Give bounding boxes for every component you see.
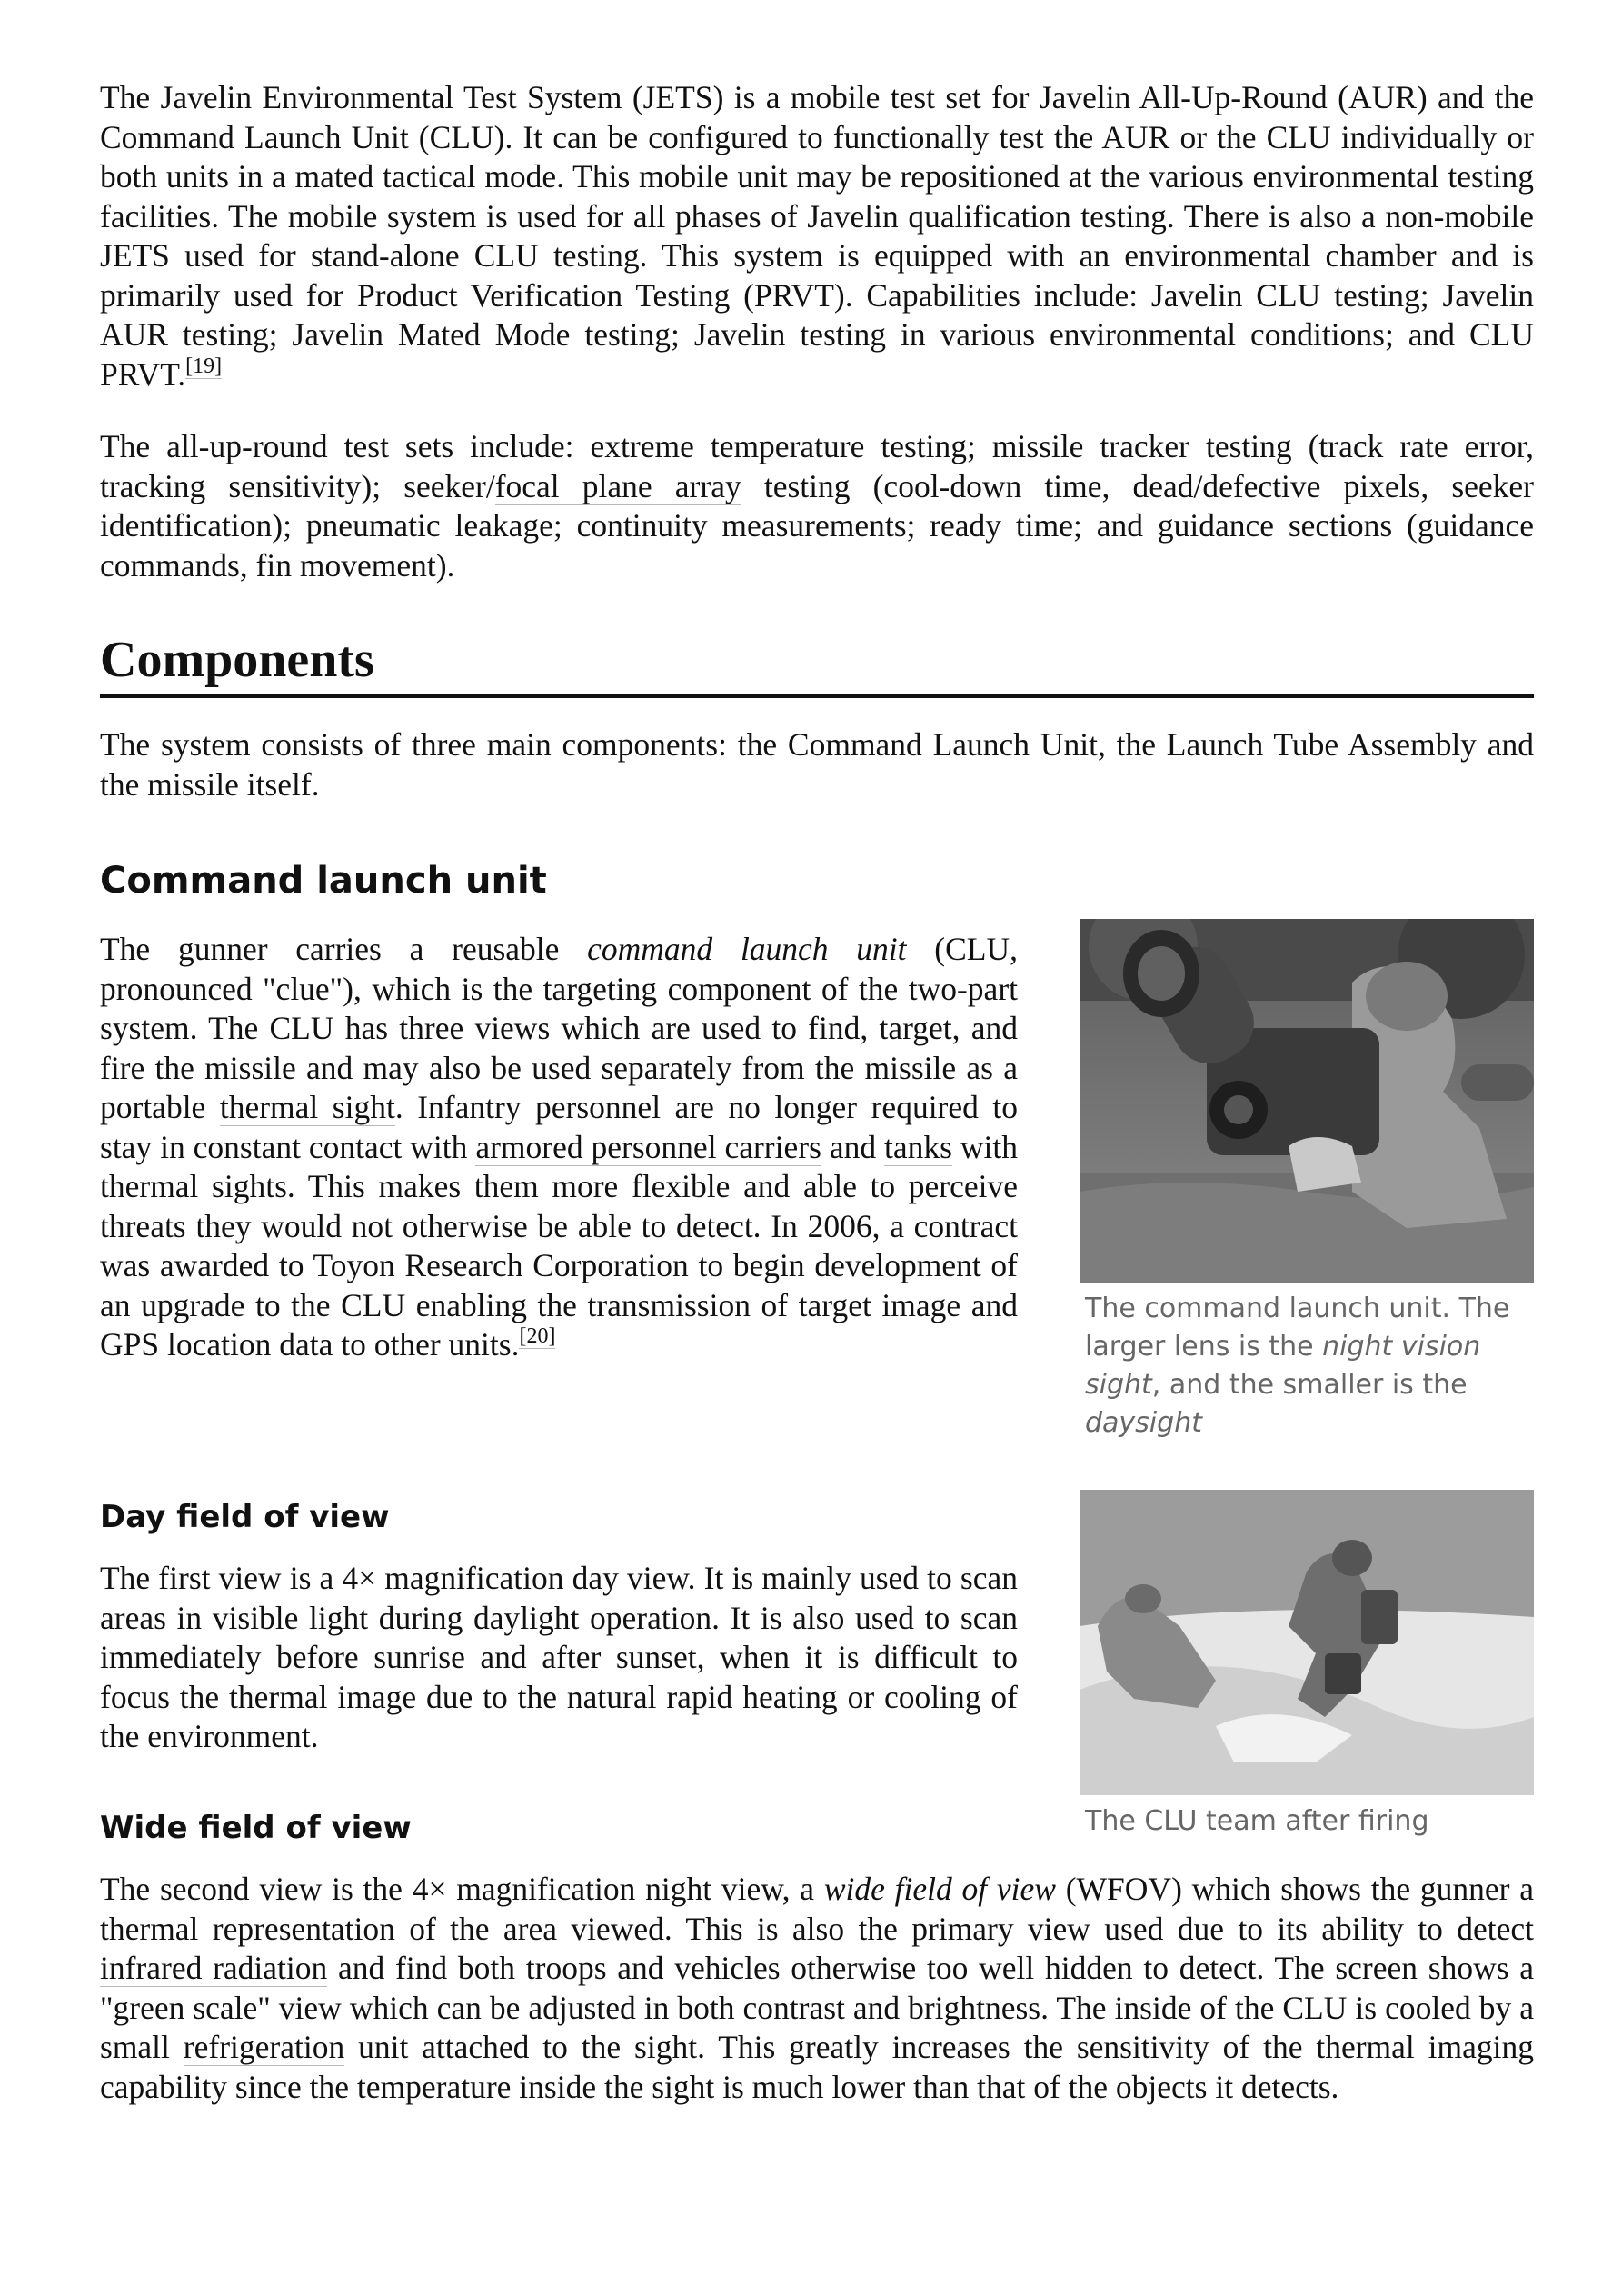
- wide-fov-heading: Wide field of view: [100, 1810, 412, 1846]
- clu-text-1: The gunner carries a reusable: [100, 931, 588, 967]
- clu-heading: Command launch unit: [100, 860, 547, 902]
- wide-text-2: (WFOV) which shows the gunner a thermal representation of the area viewed. This is also the primary view used due to its ability to detect: [100, 1871, 1534, 1947]
- citation-19[interactable]: [19]: [185, 354, 223, 378]
- jets-text: The Javelin Environmental Test System (JETS) is a mobile test set for Javelin All-Up-Round (AUR) and the Command Launch Unit (CLU). It can be configured to functionally test the AUR or the CLU individually or both units in a mated tactical mode. This mobile unit may be repositioned at the various environmental testing facilities. The mobile system is used for all phases of Javelin qualification testing. There is also a non-mobile JETS used for stand-alone CLU testing. This system is equipped with an environmental chamber and is primarily used for Product Verification Testing (PRVT). Capabilities include: Javelin CLU testing; Javelin AUR testing; Javelin Mated Mode testing; Javelin testing in various environmental conditions; and CLU PRVT.: [100, 79, 1534, 393]
- clu-caption-em-1: night vision sight: [1085, 1331, 1481, 1401]
- aur-text-2: testing (cool-down time, dead/defective pixels, seeker identification); pneumatic leakage; continuity measurements; ready time; and guidance sections (guidance commands, fin movement).: [100, 467, 1535, 584]
- clu-figure: [1080, 919, 1534, 1442]
- link-focal-plane-array[interactable]: focal plane array: [494, 467, 741, 504]
- article-page: [100, 78, 1534, 2107]
- clu-paragraph: [100, 930, 1018, 1365]
- clu-section: [100, 930, 1534, 1442]
- clu-figure-caption: [1080, 1290, 1534, 1442]
- components-heading: Components: [100, 631, 1534, 698]
- team-figure-caption: The CLU team after firing: [1085, 1805, 1429, 1837]
- clu-em-term: command launch unit: [587, 931, 907, 967]
- jets-paragraph: [100, 78, 1534, 394]
- clu-text-2: (CLU, pronounced "clue"), which is the targeting component of the two-part system. The CLU has three views which are used to find, target, and fire the missile and may also be used separately from the missile as a portable: [100, 931, 1018, 1125]
- clu-caption-em-2: daysight: [1085, 1407, 1202, 1439]
- day-section: [100, 1497, 1534, 1841]
- link-refrigeration[interactable]: refrigeration: [183, 2029, 345, 2065]
- clu-text-4: and: [821, 1128, 884, 1165]
- day-fov-heading: Day field of view: [100, 1499, 390, 1535]
- link-armored-personnel-carriers[interactable]: armored personnel carriers: [475, 1128, 821, 1165]
- clu-caption-text-1: The command launch unit. The larger lens is the: [1085, 1293, 1510, 1363]
- clu-soldier-photo[interactable]: [1080, 919, 1534, 1283]
- wide-text-1: The second view is the 4× magnification night view, a: [100, 1871, 824, 1907]
- day-text-column: [100, 1497, 1018, 1757]
- link-thermal-sight[interactable]: thermal sight: [219, 1089, 395, 1125]
- wide-text-3: and find both troops and vehicles otherwise too well hidden to detect. The screen shows a "green scale" view which can be adjusted in both contrast and brightness. The inside of the CLU is cooled by a small: [100, 1950, 1535, 2065]
- wide-fov-paragraph: [100, 1870, 1534, 2107]
- aur-text-1: The all-up-round test sets include: extreme temperature testing; missile tracker testing (track rate error, tracking sensitivity); seeker/: [100, 428, 1534, 504]
- clu-team-photo[interactable]: [1080, 1490, 1534, 1795]
- link-infrared-radiation[interactable]: infrared radiation: [100, 1950, 328, 1986]
- clu-text-3: . Infantry personnel are no longer required to stay in constant contact with: [100, 1089, 1019, 1165]
- clu-text-5: with thermal sights. This makes them more flexible and able to perceive threats they would not otherwise be able to detect. In 2006, a contract was awarded to Toyon Research Corporation to begin development of an upgrade to the CLU enabling the transmission of target image and: [100, 1128, 1018, 1323]
- link-tanks[interactable]: tanks: [884, 1128, 952, 1165]
- day-fov-paragraph: The first view is a 4× magnification day view. It is mainly used to scan areas in visible light during daylight operation. It is also used to scan immediately before sunrise and after sunset, when it is difficult to focus the thermal image due to the natural rapid heating or cooling of the environment.: [100, 1560, 1018, 1754]
- wide-text-4: unit attached to the sight. This greatly increases the sensitivity of the thermal imaging capability since the temperature inside the sight is much lower than that of the objects it detects.: [100, 2029, 1534, 2105]
- aur-test-paragraph: [100, 427, 1534, 585]
- clu-text-6: location data to other units.: [159, 1326, 520, 1363]
- link-gps[interactable]: GPS: [100, 1326, 160, 1363]
- citation-20[interactable]: [20]: [519, 1324, 556, 1348]
- team-figure: [1080, 1490, 1534, 1841]
- components-paragraph: The system consists of three main components: the Command Launch Unit, the Launch Tube Assembly and the missile itself.: [100, 726, 1534, 803]
- wide-em-term: wide field of view: [823, 1871, 1056, 1907]
- clu-caption-text-2: , and the smaller is the: [1151, 1369, 1468, 1401]
